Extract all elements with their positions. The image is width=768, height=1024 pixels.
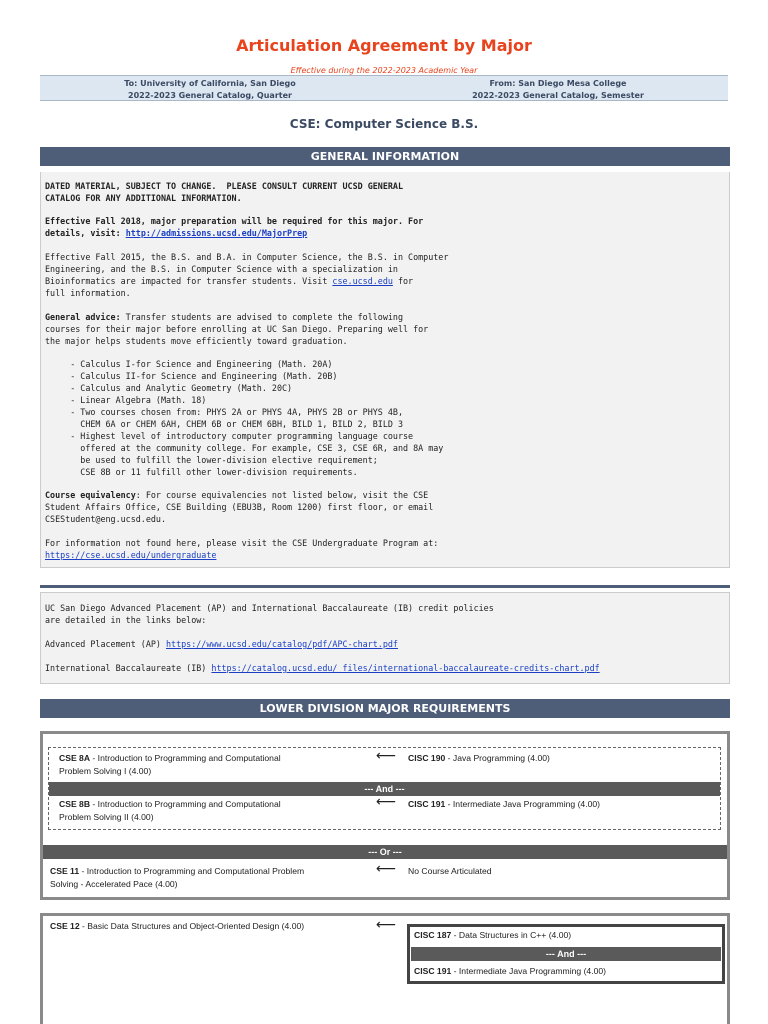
section-divider — [40, 585, 730, 588]
cse8b-desc-2: Problem Solving II (4.00) — [59, 812, 154, 822]
impacted-line-1: Effective Fall 2015, the B.S. and B.A. in Computer Science, the B.S. in Computer — [45, 252, 449, 262]
equivalency-line-1 — [45, 489, 428, 501]
cse8a-code: CSE 8A — [59, 753, 91, 763]
cse12-code: CSE 12 — [50, 921, 80, 931]
undergrad-info-line: For information not found here, please visit the CSE Undergraduate Program at: — [45, 538, 439, 548]
to-from-banner — [40, 75, 728, 101]
advice-line-1 — [45, 311, 403, 323]
cse8b-desc: - Introduction to Programming and Computational — [90, 799, 281, 809]
cse8b-code: CSE 8B — [59, 799, 91, 809]
course-list-item: - Highest level of introductory computer programming language course — [45, 431, 414, 441]
advice-line-3: the major helps students move efficiently toward graduation. — [45, 336, 348, 346]
course-list-item: - Calculus II-for Science and Engineering (Math. 20B) — [45, 371, 338, 381]
undergrad-link-line — [45, 549, 216, 561]
equivalency-line-2: Student Affairs Office, CSE Building (EBU3B, Room 1200) first floor, or email — [45, 502, 434, 512]
no-course-articulated: No Course Articulated — [408, 866, 492, 876]
major-prep-prefix: details, visit: — [45, 228, 126, 238]
major-prep-line-1: Effective Fall 2018, major preparation will be required for this major. For — [45, 216, 424, 226]
course-list-item: - Linear Algebra (Math. 18) — [45, 395, 207, 405]
cisc191-desc: - Intermediate Java Programming (4.00) — [445, 799, 601, 809]
major-prep-line-2 — [45, 227, 307, 239]
cse12-course — [50, 920, 370, 933]
cisc191-alt-code: CISC 191 — [414, 966, 452, 976]
cisc191-course — [408, 798, 600, 811]
impacted-suffix: for — [392, 276, 414, 286]
ap-line — [45, 638, 398, 650]
dated-material-line-2: CATALOG FOR ANY ADDITIONAL INFORMATION. — [45, 193, 242, 203]
and-separator: --- And --- — [49, 782, 720, 796]
ap-ib-line-2: are detailed in the links below: — [45, 615, 207, 625]
cisc190-desc: - Java Programming (4.00) — [445, 753, 550, 763]
ap-ib-line-1: UC San Diego Advanced Placement (AP) and International Baccalaureate (IB) credit policies — [45, 603, 494, 613]
cse8a-desc-2: Problem Solving I (4.00) — [59, 766, 152, 776]
equivalency-label: Course equivalency — [45, 490, 136, 500]
cse8b-course — [59, 798, 359, 824]
from-institution — [388, 78, 728, 102]
cisc191-code: CISC 191 — [408, 799, 446, 809]
to-line-1: To: University of California, San Diego — [124, 79, 296, 88]
course-list-item: CHEM 6A or CHEM 6AH, CHEM 6B or CHEM 6BH, BILD 1, BILD 2, BILD 3 — [45, 419, 403, 429]
advice-label: General advice: — [45, 312, 121, 322]
major-prep-link[interactable]: http://admissions.ucsd.edu/MajorPrep — [125, 228, 308, 238]
lower-division-heading: LOWER DIVISION MAJOR REQUIREMENTS — [40, 699, 730, 718]
course-list-item: - Calculus and Analytic Geometry (Math. 20C) — [45, 383, 293, 393]
from-line-1: From: San Diego Mesa College — [489, 79, 627, 88]
general-info-heading: GENERAL INFORMATION — [40, 147, 730, 166]
cse-site-link[interactable]: cse.ucsd.edu — [332, 276, 393, 286]
major-title: CSE: Computer Science B.S. — [289, 117, 479, 131]
ib-label: International Baccalaureate (IB) — [45, 663, 212, 673]
equivalency-text-1: : For course equivalencies not listed below, visit the CSE — [135, 490, 429, 500]
from-line-2: 2022-2023 General Catalog, Semester — [472, 91, 644, 100]
cisc187-code: CISC 187 — [414, 930, 452, 940]
impacted-line-4: full information. — [45, 288, 131, 298]
articulation-arrow-icon: ⟵ — [376, 748, 397, 764]
articulation-arrow-icon: ⟵ — [376, 794, 397, 810]
cisc187-course — [414, 929, 571, 942]
cse12-desc: - Basic Data Structures and Object-Oriented Design (4.00) — [79, 921, 305, 931]
and-separator: --- And --- — [411, 947, 721, 961]
to-line-2: 2022-2023 General Catalog, Quarter — [128, 91, 292, 100]
cse8a-course — [59, 752, 359, 778]
cse11-code: CSE 11 — [50, 866, 80, 876]
dated-material-line-1: DATED MATERIAL, SUBJECT TO CHANGE. PLEASE CONSULT CURRENT UCSD GENERAL — [45, 181, 403, 191]
cse8a-desc: - Introduction to Programming and Computational — [90, 753, 281, 763]
course-list-item: offered at the community college. For example, CSE 3, CSE 6R, and 8A may — [45, 443, 444, 453]
advice-line-2: courses for their major before enrolling at UC San Diego. Preparing well for — [45, 324, 429, 334]
page-title: Articulation Agreement by Major — [236, 36, 532, 55]
effective-year: Effective during the 2022-2023 Academic Year — [290, 66, 478, 75]
cse11-desc: - Introduction to Programming and Computational Problem — [79, 866, 305, 876]
cisc187-desc: - Data Structures in C++ (4.00) — [451, 930, 572, 940]
or-separator: --- Or --- — [43, 845, 727, 859]
to-institution — [40, 78, 380, 102]
ib-chart-link[interactable]: https://catalog.ucsd.edu/_files/international-baccalaureate-credits-chart.pdf — [211, 663, 600, 673]
cisc191-course-alt — [414, 965, 606, 978]
undergrad-program-link[interactable]: https://cse.ucsd.edu/undergraduate — [45, 550, 217, 560]
course-list-item: - Two courses chosen from: PHYS 2A or PHYS 4A, PHYS 2B or PHYS 4B, — [45, 407, 403, 417]
cse11-course — [50, 865, 370, 891]
cse11-desc-2: Solving - Accelerated Pace (4.00) — [50, 879, 178, 889]
advice-text-1: Transfer students are advised to complete the following — [120, 312, 404, 322]
articulation-arrow-icon: ⟵ — [376, 861, 397, 877]
ap-label: Advanced Placement (AP) — [45, 639, 167, 649]
impacted-line-2: Engineering, and the B.S. in Computer Science with a specialization in — [45, 264, 398, 274]
impacted-prefix: Bioinformatics are impacted for transfer students. Visit — [45, 276, 333, 286]
ap-chart-link[interactable]: https://www.ucsd.edu/catalog/pdf/APC-chart.pdf — [166, 639, 398, 649]
course-list-item: CSE 8B or 11 fulfill other lower-division requirements. — [45, 467, 358, 477]
equivalency-line-3: CSEStudent@eng.ucsd.edu. — [45, 514, 167, 524]
impacted-line-3 — [45, 275, 413, 287]
course-list-item: - Calculus I-for Science and Engineering (Math. 20A) — [45, 359, 333, 369]
cisc190-code: CISC 190 — [408, 753, 446, 763]
ib-line — [45, 662, 600, 674]
articulation-arrow-icon: ⟵ — [376, 917, 397, 933]
cisc190-course — [408, 752, 550, 765]
course-list-item: be used to fulfill the lower-division elective requirement; — [45, 455, 378, 465]
cisc191-alt-desc: - Intermediate Java Programming (4.00) — [451, 966, 607, 976]
